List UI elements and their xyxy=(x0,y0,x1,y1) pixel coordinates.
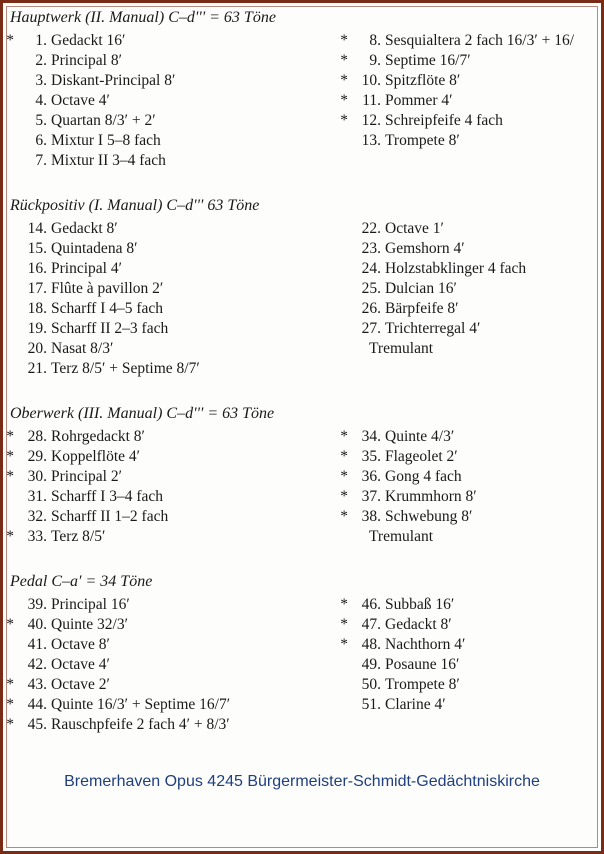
stop-item: * 47. Gedackt 8′ xyxy=(340,616,452,633)
stop-column-left xyxy=(6,427,168,547)
stop-column-right xyxy=(340,595,465,715)
stop-item: * 35. Flageolet 2′ xyxy=(340,448,458,465)
stop-item: 13. Trompete 8′ xyxy=(361,132,460,149)
stop-column-left xyxy=(6,595,230,735)
stop-item: * 28. Rohrgedackt 8′ xyxy=(6,428,145,445)
stop-item: 5. Quartan 8/3′ + 2′ xyxy=(35,112,156,129)
stop-item: 49. Posaune 16′ xyxy=(361,656,460,673)
stop-item: 2. Principal 8′ xyxy=(35,52,122,69)
stop-item: 50. Trompete 8′ xyxy=(361,676,460,693)
section-heading: Oberwerk (III. Manual) C–d''' = 63 Töne xyxy=(10,405,275,422)
stop-item: * 38. Schwebung 8′ xyxy=(340,508,473,525)
stop-item: 18. Scharff I 4–5 fach xyxy=(27,300,164,317)
stop-item: 6. Mixtur I 5–8 fach xyxy=(35,132,161,149)
stop-column-left xyxy=(6,219,200,379)
stop-column-right xyxy=(340,31,574,151)
stop-item: 25. Dulcian 16′ xyxy=(361,280,457,297)
stop-item: * 44. Quinte 16/3′ + Septime 16/7′ xyxy=(6,696,231,713)
stop-item: 22. Octave 1′ xyxy=(361,220,444,237)
stop-item: * 9. Septime 16/7′ xyxy=(340,52,471,69)
tremulant-label: Tremulant xyxy=(369,528,434,545)
stop-item: 31. Scharff I 3–4 fach xyxy=(27,488,164,505)
stop-item: 51. Clarine 4′ xyxy=(361,696,446,713)
stop-item: * 48. Nachthorn 4′ xyxy=(340,636,466,653)
stop-item: 15. Quintadena 8′ xyxy=(27,240,138,257)
stop-item: * 34. Quinte 4/3′ xyxy=(340,428,455,445)
stop-item: 26. Bärpfeife 8′ xyxy=(361,300,459,317)
stop-item: * 29. Koppelflöte 4′ xyxy=(6,448,141,465)
stop-item: * 45. Rauschpfeife 2 fach 4′ + 8/3′ xyxy=(6,716,230,733)
stop-item: 23. Gemshorn 4′ xyxy=(361,240,465,257)
stop-item: 17. Flûte à pavillon 2′ xyxy=(27,280,164,297)
stop-item: 19. Scharff II 2–3 fach xyxy=(27,320,169,337)
stop-item: * 10. Spitzflöte 8′ xyxy=(340,72,461,89)
stop-column-right xyxy=(340,427,477,547)
stop-item: * 12. Schreipfeife 4 fach xyxy=(340,112,503,129)
section-heading: Pedal C–a′ = 34 Töne xyxy=(10,573,153,590)
section-heading: Hauptwerk (II. Manual) C–d''' = 63 Töne xyxy=(10,9,276,26)
stop-item: * 46. Subbaß 16′ xyxy=(340,596,455,613)
stop-item: * 37. Krummhorn 8′ xyxy=(340,488,477,505)
stop-item: * 33. Terz 8/5′ xyxy=(6,528,106,545)
stop-item: 21. Terz 8/5′ + Septime 8/7′ xyxy=(27,360,200,377)
stop-item: 20. Nasat 8/3′ xyxy=(27,340,114,357)
section-heading: Rückpositiv (I. Manual) C–d''' 63 Töne xyxy=(10,197,260,214)
footer-caption: Bremerhaven Opus 4245 Bürgermeister-Schmidt-Gedächtniskirche xyxy=(64,773,540,790)
stop-item: 16. Principal 4′ xyxy=(27,260,122,277)
stop-item: 32. Scharff II 1–2 fach xyxy=(27,508,169,525)
stop-item: 3. Diskant-Principal 8′ xyxy=(35,72,176,89)
stop-item: 24. Holzstabklinger 4 fach xyxy=(361,260,527,277)
stop-item: 41. Octave 8′ xyxy=(27,636,110,653)
stop-item: 14. Gedackt 8′ xyxy=(27,220,118,237)
stop-column-left xyxy=(6,31,175,171)
stop-item: 7. Mixtur II 3–4 fach xyxy=(35,152,166,169)
stop-item: * 40. Quinte 32/3′ xyxy=(6,616,129,633)
tremulant-label: Tremulant xyxy=(369,340,434,357)
stop-item: 27. Trichterregal 4′ xyxy=(361,320,481,337)
stop-item: 39. Principal 16′ xyxy=(27,596,130,613)
stop-item: 4. Octave 4′ xyxy=(35,92,110,109)
stop-item: 42. Octave 4′ xyxy=(27,656,110,673)
stop-item: * 43. Octave 2′ xyxy=(6,676,110,693)
stop-item: * 8. Sesquialtera 2 fach 16/3′ + 16/ xyxy=(340,32,575,49)
stop-item: * 30. Principal 2′ xyxy=(6,468,122,485)
stop-item: * 11. Pommer 4′ xyxy=(340,92,453,109)
stop-item: * 1. Gedackt 16′ xyxy=(6,32,126,49)
stop-item: * 36. Gong 4 fach xyxy=(340,468,462,485)
stop-column-right xyxy=(340,219,526,359)
